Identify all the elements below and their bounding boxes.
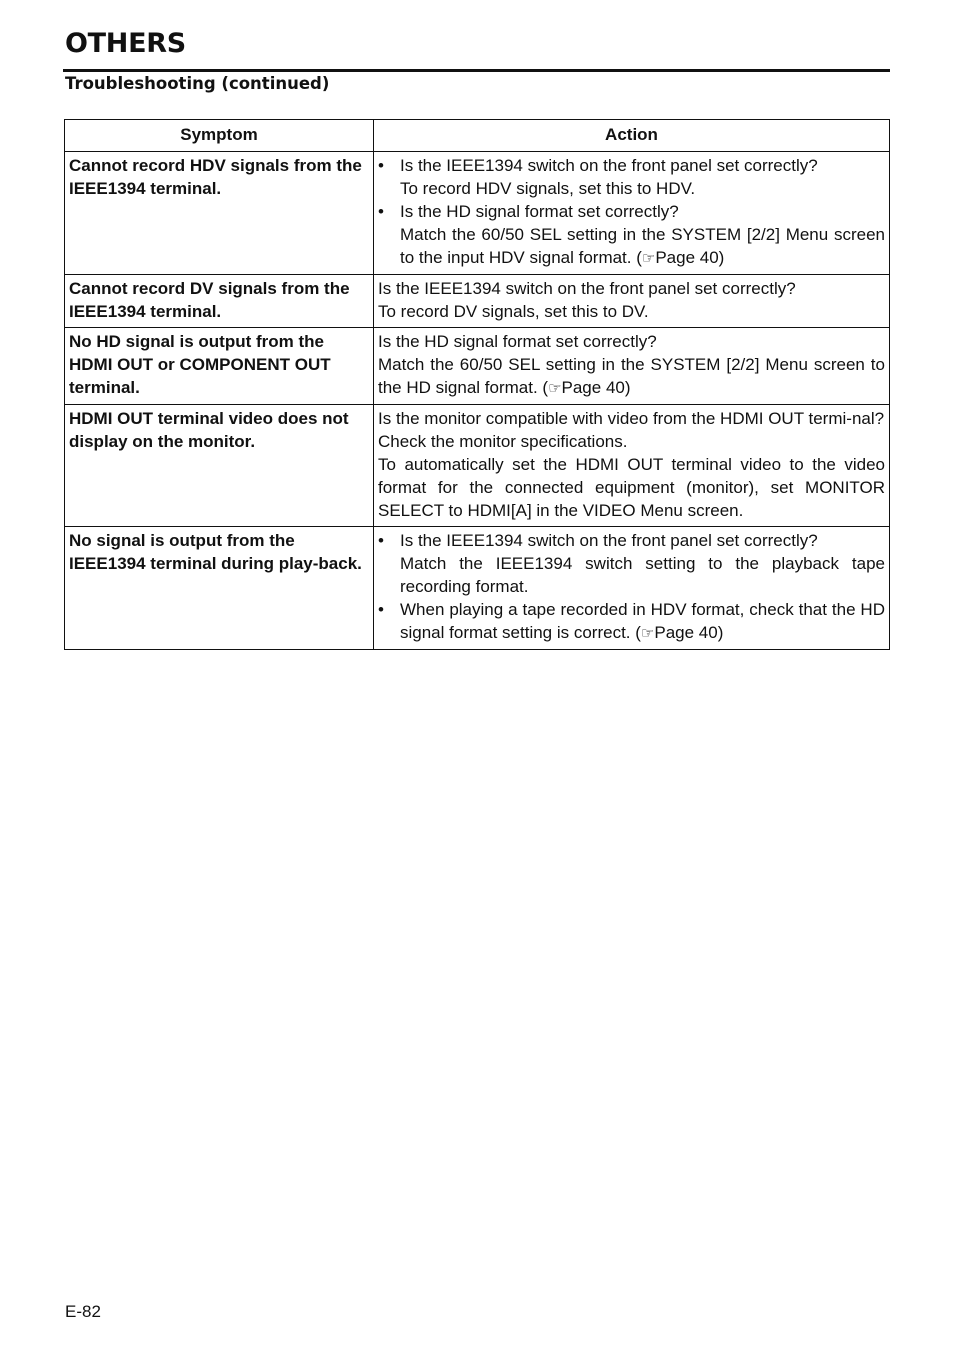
section-title: OTHERS xyxy=(65,28,186,59)
action-text: Match the IEEE1394 switch setting to the playback tape recording format. xyxy=(400,554,885,596)
title-rule xyxy=(63,69,890,72)
action-text: Match the 60/50 SEL setting in the SYSTEM [2/2] Menu screen to the HD signal format. ( xyxy=(378,355,885,397)
bullet-icon: • xyxy=(378,531,384,550)
table-header-row xyxy=(65,120,890,152)
bullet-icon: • xyxy=(378,156,384,175)
table-row xyxy=(65,275,890,328)
action-cell xyxy=(374,275,890,328)
page-reference: Page 40) xyxy=(655,248,725,267)
action-text: To record HDV signals, set this to HDV. xyxy=(400,179,696,198)
bullet-icon: • xyxy=(378,600,384,619)
action-cell xyxy=(374,405,890,527)
action-text: To automatically set the HDMI OUT terminal video to the video format for the connected equipment (monitor), set MONITOR SELECT to HDMI[A] in the VIDEO Menu screen. xyxy=(378,455,885,520)
column-header-action: Action xyxy=(374,120,890,152)
action-bullet xyxy=(378,200,885,270)
troubleshooting-table xyxy=(64,119,890,650)
action-text: Is the HD signal format set correctly? xyxy=(400,202,679,221)
table-row xyxy=(65,152,890,275)
symptom-cell: No HD signal is output from the HDMI OUT or COMPONENT OUT terminal. xyxy=(65,328,374,405)
action-cell xyxy=(374,152,890,275)
table-row xyxy=(65,405,890,527)
action-text: Is the monitor compatible with video from the HDMI OUT termi-nal? xyxy=(378,409,885,428)
column-header-symptom: Symptom xyxy=(65,120,374,152)
table-row xyxy=(65,527,890,650)
action-bullet xyxy=(378,529,885,598)
action-text: Is the IEEE1394 switch on the front panel set correctly? xyxy=(400,156,818,175)
action-bullet xyxy=(378,598,885,645)
symptom-cell: Cannot record DV signals from the IEEE1394 terminal. xyxy=(65,275,374,328)
action-bullet xyxy=(378,154,885,200)
table-row xyxy=(65,328,890,405)
symptom-cell: No signal is output from the IEEE1394 terminal during play-back. xyxy=(65,527,374,650)
action-text: When playing a tape recorded in HDV format, check that the HD signal format setting is correct. ( xyxy=(400,600,885,642)
action-text: Match the 60/50 SEL setting in the SYSTEM [2/2] Menu screen to the input HDV signal format. ( xyxy=(400,225,885,267)
action-cell xyxy=(374,527,890,650)
symptom-cell: HDMI OUT terminal video does not display on the monitor. xyxy=(65,405,374,527)
pointing-hand-icon: ☞ xyxy=(641,250,656,267)
pointing-hand-icon: ☞ xyxy=(548,380,562,397)
page-reference: Page 40) xyxy=(654,623,724,642)
action-cell xyxy=(374,328,890,405)
action-text: Is the IEEE1394 switch on the front panel set correctly? xyxy=(378,279,796,298)
action-text: Is the HD signal format set correctly? xyxy=(378,332,657,351)
pointing-hand-icon: ☞ xyxy=(640,625,655,642)
subtitle: Troubleshooting (continued) xyxy=(65,74,330,93)
action-text: Is the IEEE1394 switch on the front panel set correctly? xyxy=(400,531,818,550)
symptom-cell: Cannot record HDV signals from the IEEE1394 terminal. xyxy=(65,152,374,275)
bullet-icon: • xyxy=(378,202,384,221)
action-text: To record DV signals, set this to DV. xyxy=(378,302,649,321)
page-reference: Page 40) xyxy=(561,378,631,397)
page-number: E-82 xyxy=(65,1302,101,1321)
action-text: Check the monitor specifications. xyxy=(378,432,628,451)
